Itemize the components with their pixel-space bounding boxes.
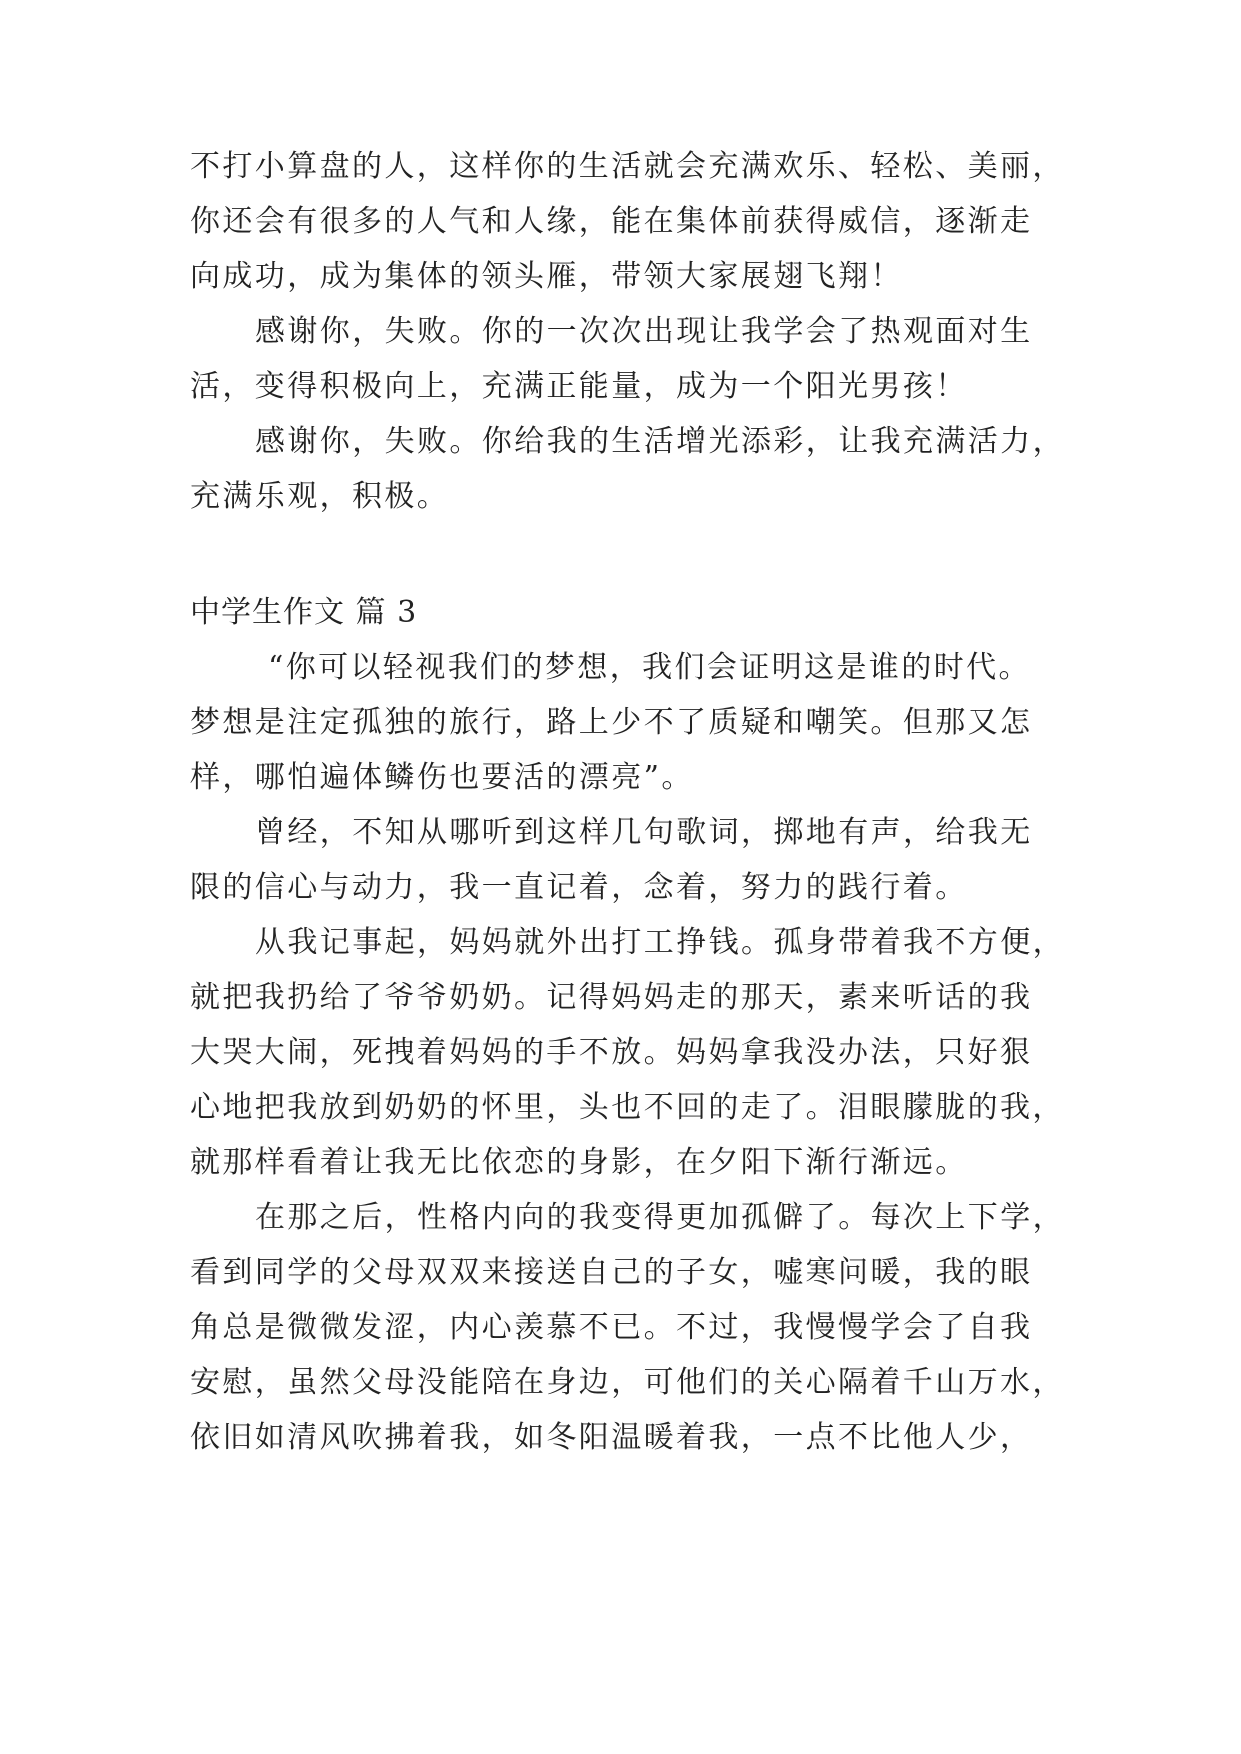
text-line: 活，变得积极向上，充满正能量，成为一个阳光男孩！ xyxy=(190,369,968,404)
text-line: 心地把我放到奶奶的怀里，头也不回的走了。泪眼朦胧的我， xyxy=(190,1090,1065,1125)
text-line: 样，哪怕遍体鳞伤也要活的漂亮”。 xyxy=(190,760,694,795)
text-line: 你还会有很多的人气和人缘，能在集体前获得威信，逐渐走 xyxy=(190,204,1033,239)
text-line: 就那样看着让我无比依恋的身影，在夕阳下渐行渐远。 xyxy=(190,1145,968,1180)
text-line: 不打小算盘的人，这样你的生活就会充满欢乐、轻松、美丽， xyxy=(190,149,1065,184)
text-line: 安慰，虽然父母没能陪在身边，可他们的关心隔着千山万水， xyxy=(190,1365,1065,1400)
text-line: 充满乐观，积极。 xyxy=(190,479,450,514)
text-line: 角总是微微发涩，内心羡慕不已。不过，我慢慢学会了自我 xyxy=(190,1310,1033,1345)
text-line: 大哭大闹，死拽着妈妈的手不放。妈妈拿我没办法，只好狠 xyxy=(190,1035,1033,1070)
text-line: 依旧如清风吹拂着我，如冬阳温暖着我，一点不比他人少， xyxy=(190,1420,1033,1455)
section-heading: 中学生作文 篇 3 xyxy=(190,595,418,630)
text-line: 曾经，不知从哪听到这样几句歌词，掷地有声，给我无 xyxy=(255,815,1033,850)
text-line: 在那之后，性格内向的我变得更加孤僻了。每次上下学， xyxy=(255,1200,1065,1235)
text-line: 向成功，成为集体的领头雁，带领大家展翅飞翔！ xyxy=(190,259,903,294)
text-line: 限的信心与动力，我一直记着，念着，努力的践行着。 xyxy=(190,870,968,905)
text-line: 就把我扔给了爷爷奶奶。记得妈妈走的那天，素来听话的我 xyxy=(190,980,1033,1015)
text-line: 从我记事起，妈妈就外出打工挣钱。孤身带着我不方便， xyxy=(255,925,1065,960)
text-line: 梦想是注定孤独的旅行，路上少不了质疑和嘲笑。但那又怎 xyxy=(190,705,1033,740)
text-line: 感谢你，失败。你给我的生活增光添彩，让我充满活力， xyxy=(255,424,1065,459)
text-line: “你可以轻视我们的梦想，我们会证明这是谁的时代。 xyxy=(268,650,1031,685)
text-line: 看到同学的父母双双来接送自己的子女，嘘寒问暖，我的眼 xyxy=(190,1255,1033,1290)
text-line: 感谢你，失败。你的一次次出现让我学会了热观面对生 xyxy=(255,314,1033,349)
